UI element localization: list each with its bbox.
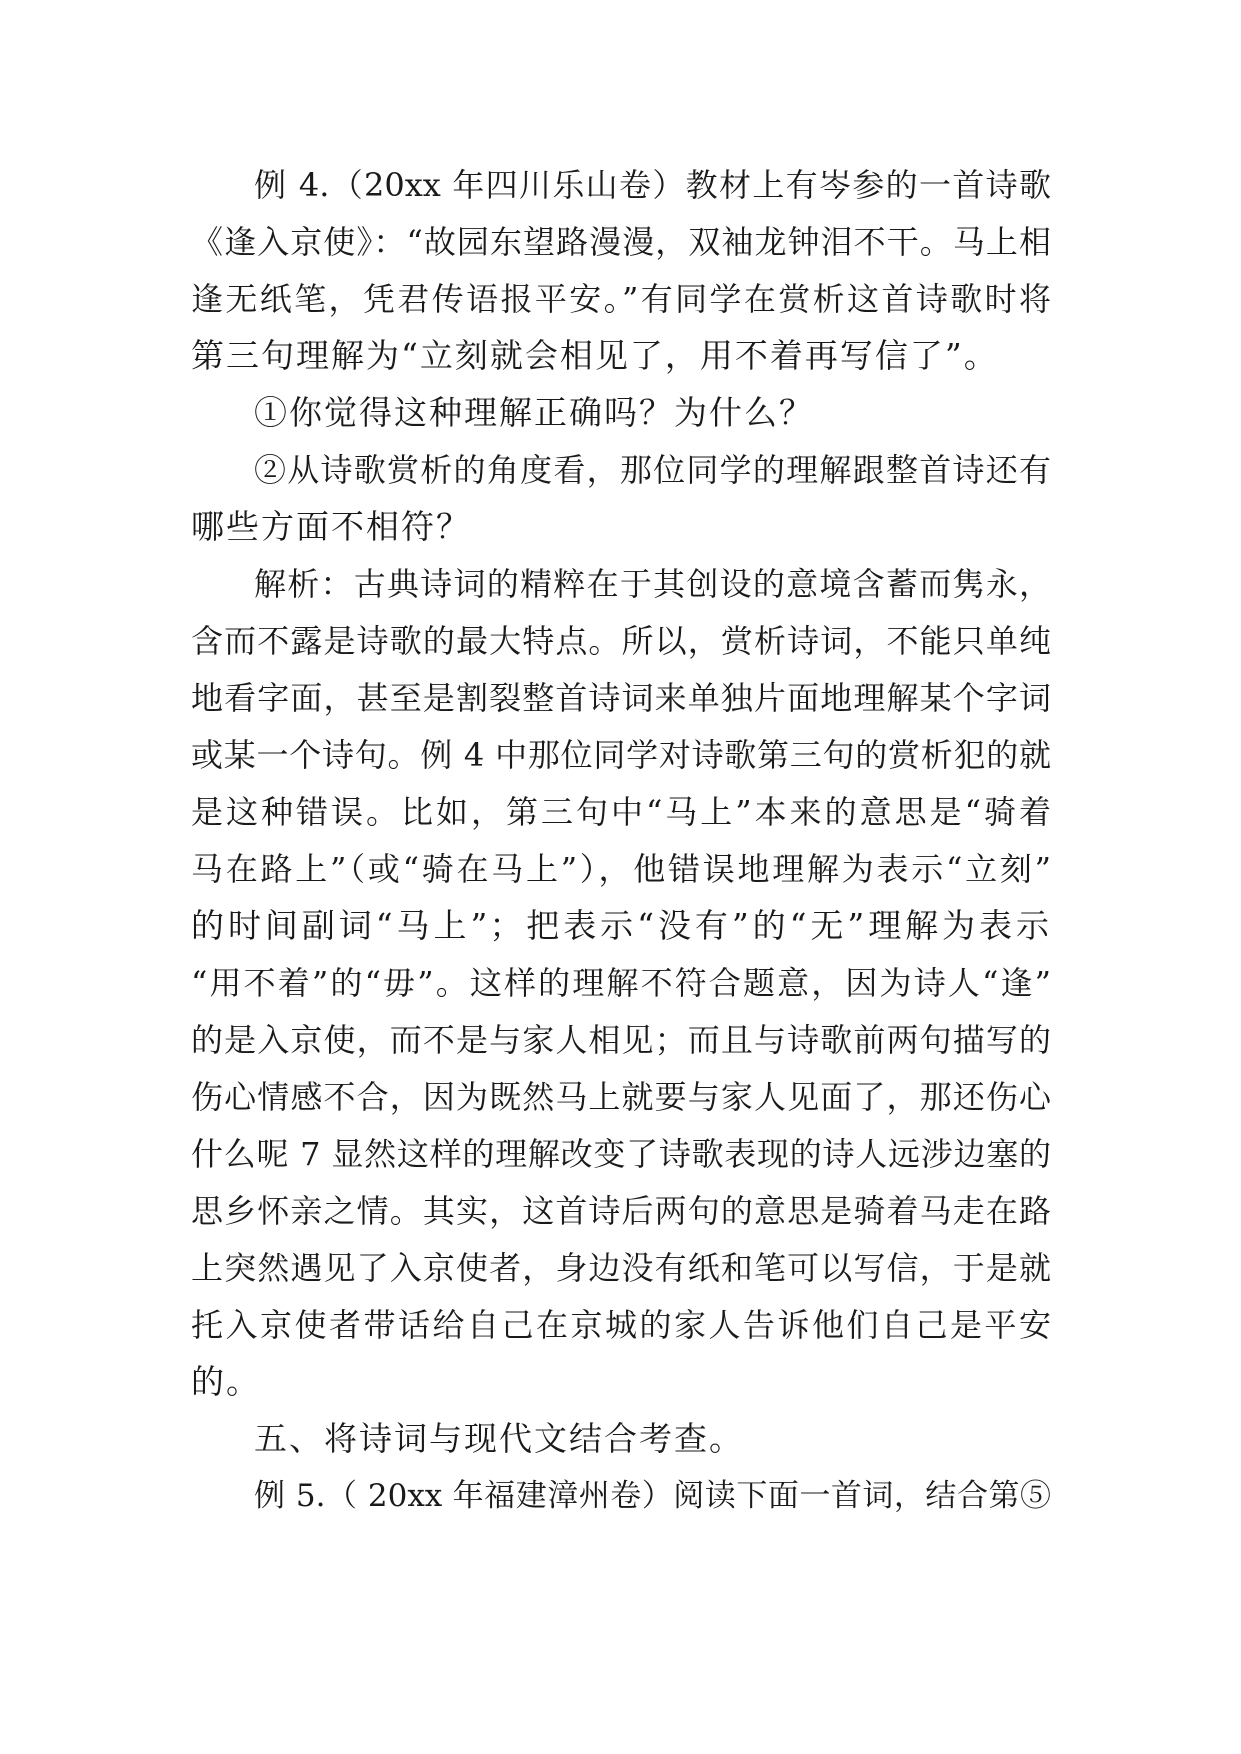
text-line: ②从诗歌赏析的角度看，那位同学的理解跟整首诗还有 <box>254 451 1051 489</box>
text-line: 逢无纸笔，凭君传语报平安。”有同学在赏析这首诗歌时将 <box>191 280 1051 318</box>
text-line: 《逢入京使》：“故园东望路漫漫，双袖龙钟泪不干。马上相 <box>191 223 1051 261</box>
section-heading: 五、将诗词与现代文结合考查。 <box>254 1419 744 1458</box>
text-line: 地看字面，甚至是割裂整首诗词来单独片面地理解某个字词 <box>191 679 1051 717</box>
text-line: ①你觉得这种理解正确吗？为什么？ <box>254 393 814 432</box>
text-line: 含而不露是诗歌的最大特点。所以，赏析诗词，不能只单纯 <box>191 622 1051 660</box>
text-line: 伤心情感不合，因为既然马上就要与家人见面了，那还伤心 <box>191 1078 1051 1116</box>
text-line: 思乡怀亲之情。其实，这首诗后两句的意思是骑着马走在路 <box>191 1192 1051 1230</box>
text-line: 是这种错误。比如，第三句中“马上”本来的意思是“骑着 <box>191 793 1051 831</box>
text-line: 托入京使者带话给自己在京城的家人告诉他们自己是平安 <box>191 1306 1051 1344</box>
text-line: 上突然遇见了入京使者，身边没有纸和笔可以写信，于是就 <box>191 1249 1051 1287</box>
text-line: 什么呢 7 显然这样的理解改变了诗歌表现的诗人远涉边塞的 <box>191 1135 1051 1173</box>
text-line: 例 4.（20xx 年四川乐山卷）教材上有岑参的一首诗歌 <box>254 166 1051 204</box>
text-line: 的是入京使，而不是与家人相见；而且与诗歌前两句描写的 <box>191 1021 1051 1059</box>
text-line: 或某一个诗句。例 4 中那位同学对诗歌第三句的赏析犯的就 <box>191 736 1051 774</box>
text-line: 解析：古典诗词的精粹在于其创设的意境含蓄而隽永， <box>254 565 1051 603</box>
text-line: 的。 <box>191 1362 261 1401</box>
text-line: “用不着”的“毋”。这样的理解不符合题意，因为诗人“逢” <box>191 964 1051 1002</box>
text-line: 马在路上”（或“骑在马上”），他错误地理解为表示“立刻” <box>191 850 1051 888</box>
text-line: 第三句理解为“立刻就会相见了，用不着再写信了”。 <box>191 336 999 375</box>
text-line: 哪些方面不相符？ <box>191 507 471 546</box>
text-line: 的时间副词“马上”；把表示“没有”的“无”理解为表示 <box>191 906 1051 945</box>
text-line: 例 5.（ 20xx 年福建漳州卷）阅读下面一首词，结合第⑤ <box>254 1478 1051 1514</box>
